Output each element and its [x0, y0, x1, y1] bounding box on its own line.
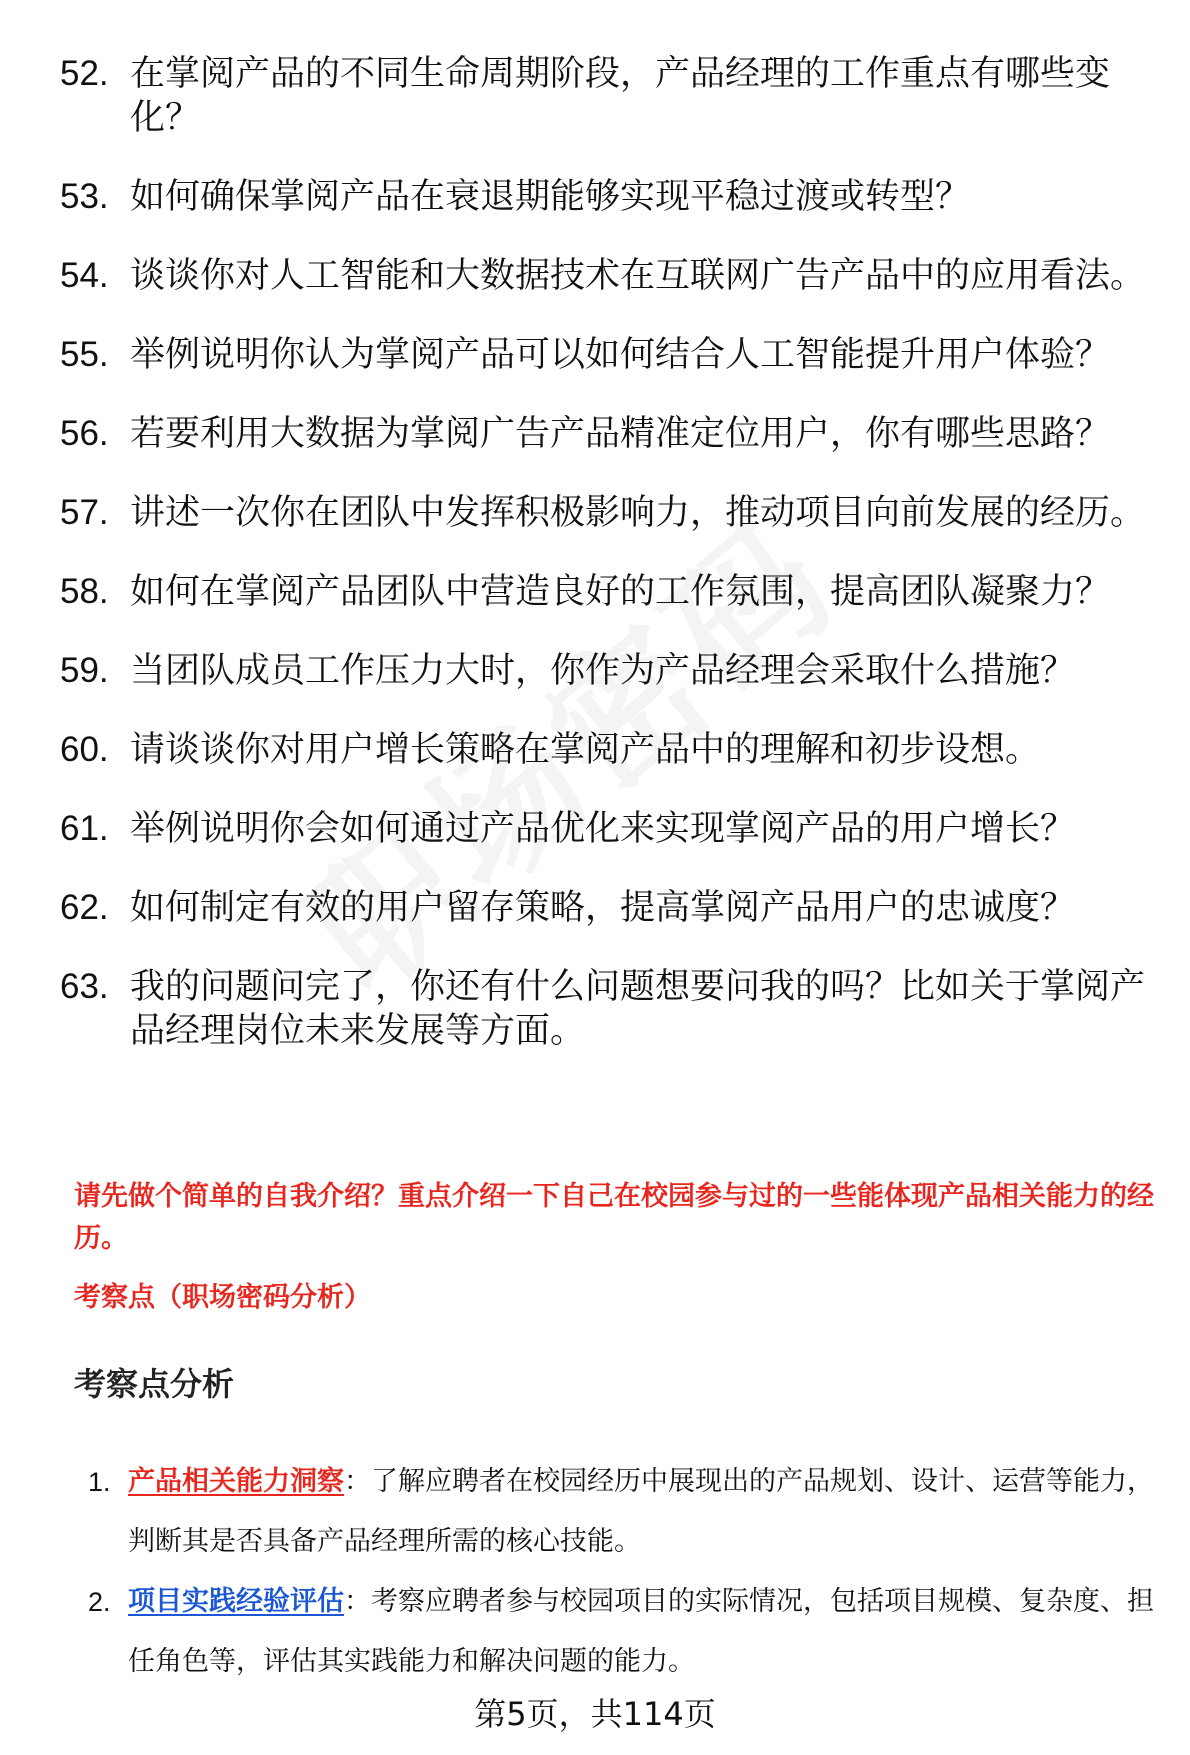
list-item — [60, 254, 1150, 298]
analysis-number: 2. — [88, 1587, 111, 1617]
question-number: 53. — [60, 177, 109, 216]
analysis-list — [88, 1452, 1158, 1692]
question-number: 57. — [60, 493, 109, 532]
question-text: 如何制定有效的用户留存策略，提高掌阅产品用户的忠诚度？ — [130, 888, 1076, 928]
question-text: 如何在掌阅产品团队中营造良好的工作氛围，提高团队凝聚力？ — [130, 572, 1111, 612]
analysis-text: ：考察应聘者参与校园项目的实际情况，包括项目规模、复杂度、担任角色等，评估其实践能力和解决问题的能力。 — [128, 1586, 1154, 1677]
question-text: 讲述一次你在团队中发挥积极影响力，推动项目向前发展的经历。 — [130, 493, 1146, 533]
question-number: 62. — [60, 888, 109, 927]
list-item — [60, 649, 1150, 693]
analysis-text: ：了解应聘者在校园经历中展现出的产品规划、设计、运营等能力，判断其是否具备产品经理所需的核心技能。 — [128, 1466, 1154, 1557]
question-number: 56. — [60, 414, 109, 453]
question-number: 60. — [60, 730, 109, 769]
question-number: 54. — [60, 256, 109, 295]
list-item — [60, 52, 1150, 140]
analysis-number: 1. — [88, 1467, 111, 1497]
analysis-text-wrap — [128, 1572, 1158, 1692]
question-text: 在掌阅产品的不同生命周期阶段，产品经理的工作重点有哪些变化？ — [130, 54, 1111, 138]
question-number: 58. — [60, 572, 109, 611]
analysis-item — [88, 1572, 1158, 1692]
page-footer: 第5页，共114页 — [474, 1695, 716, 1733]
question-number: 52. — [60, 54, 109, 93]
analysis-key-link[interactable]: 项目实践经验评估 — [128, 1586, 344, 1617]
analysis-key-link[interactable]: 产品相关能力洞察 — [128, 1466, 344, 1497]
list-item — [60, 965, 1150, 1053]
list-item — [60, 175, 1150, 219]
question-text: 举例说明你认为掌阅产品可以如何结合人工智能提升用户体验？ — [130, 335, 1111, 375]
question-text: 举例说明你会如何通过产品优化来实现掌阅产品的用户增长？ — [130, 809, 1076, 849]
question-number: 63. — [60, 967, 109, 1006]
list-item — [60, 570, 1150, 614]
question-text: 当团队成员工作压力大时，你作为产品经理会采取什么措施？ — [130, 651, 1076, 691]
list-item — [60, 333, 1150, 377]
question-text: 如何确保掌阅产品在衰退期能够实现平稳过渡或转型？ — [130, 177, 971, 217]
question-number: 55. — [60, 335, 109, 374]
question-text: 请谈谈你对用户增长策略在掌阅产品中的理解和初步设想。 — [130, 730, 1041, 770]
list-item — [60, 728, 1150, 772]
list-item — [60, 886, 1150, 930]
question-number: 59. — [60, 651, 109, 690]
analysis-item — [88, 1452, 1158, 1572]
question-text: 我的问题问完了，你还有什么问题想要问我的吗？比如关于掌阅产品经理岗位未来发展等方面。 — [130, 967, 1146, 1051]
kcd-label: 考察点（职场密码分析） — [74, 1282, 371, 1313]
question-number: 61. — [60, 809, 109, 848]
highlight-question: 请先做个简单的自我介绍？重点介绍一下自己在校园参与过的一些能体现产品相关能力的经历。 — [74, 1181, 1154, 1254]
question-list — [60, 52, 1150, 1088]
list-item — [60, 807, 1150, 851]
list-item — [60, 412, 1150, 456]
question-text: 若要利用大数据为掌阅广告产品精准定位用户，你有哪些思路？ — [130, 414, 1111, 454]
question-text: 谈谈你对人工智能和大数据技术在互联网广告产品中的应用看法。 — [130, 256, 1146, 296]
analysis-text-wrap — [128, 1452, 1158, 1572]
analysis-heading: 考察点分析 — [74, 1365, 235, 1403]
list-item — [60, 491, 1150, 535]
